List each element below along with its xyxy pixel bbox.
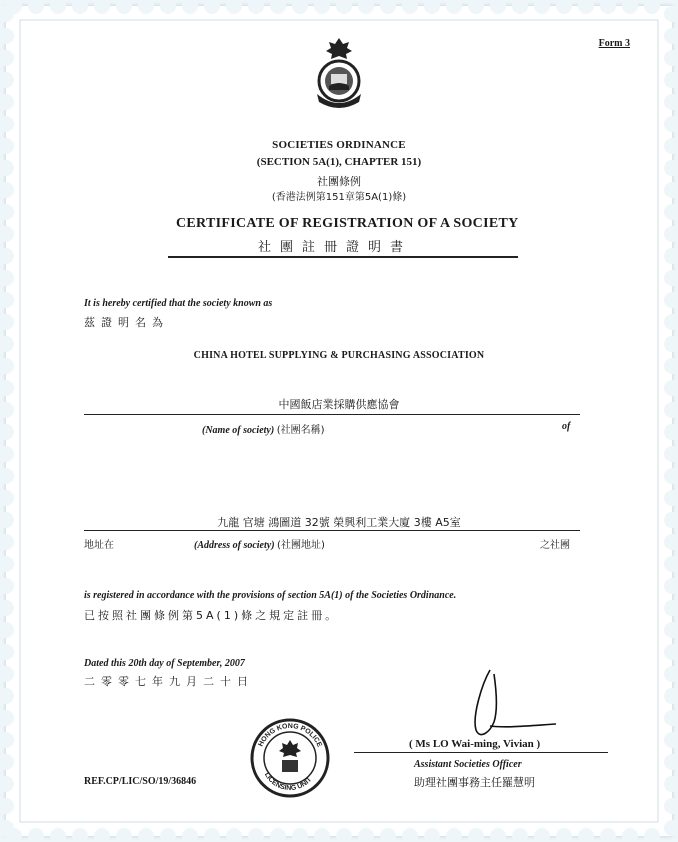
certificate-paper bbox=[26, 26, 652, 816]
ordinance-section: (SECTION 5A(1), CHAPTER 151) bbox=[256, 156, 422, 168]
signatory-title: Assistant Societies Officer bbox=[414, 759, 522, 770]
reference-number: REF.CP/LIC/SO/19/36846 bbox=[84, 776, 197, 787]
society-address-line bbox=[84, 530, 580, 531]
certificate-title-cn: 社團註冊證明書 bbox=[258, 240, 413, 255]
name-label: (Name of society) bbox=[202, 425, 275, 436]
signatory-name: ( Ms LO Wai-ming, Vivian ) bbox=[409, 738, 541, 750]
address-suffix-cn: 之社團 bbox=[540, 540, 570, 551]
ordinance-section-cn: (香港法例第151章第5A(1)條) bbox=[271, 192, 407, 203]
police-licensing-seal-icon bbox=[248, 716, 332, 800]
signatory-title-cn: 助理社團事務主任羅慧明 bbox=[414, 776, 535, 789]
address-label-cn: (社團地址) bbox=[277, 540, 325, 551]
society-address: 九龍 官塘 鴻圖道 32號 榮興利工業大廈 3樓 A5室 bbox=[217, 516, 461, 529]
title-underline bbox=[168, 256, 518, 258]
registered-text: is registered in accordance with the provisions of section 5A(1) of the Societies Ordinance. bbox=[84, 590, 457, 601]
of-label: of bbox=[562, 421, 571, 432]
society-name-line bbox=[84, 414, 580, 415]
address-prefix-cn: 地址在 bbox=[84, 540, 114, 551]
address-label-row bbox=[194, 536, 325, 551]
seal-text-top: HONG KONG POLICE bbox=[257, 722, 323, 749]
ordinance-title-cn: 社團條例 bbox=[317, 175, 361, 188]
certified-text-cn: 茲證明名為 bbox=[84, 316, 169, 329]
handwritten-signature-icon bbox=[446, 666, 566, 742]
address-label: (Address of society) bbox=[194, 540, 275, 551]
certificate-title: CERTIFICATE OF REGISTRATION OF A SOCIETY bbox=[176, 216, 519, 231]
signature-line bbox=[354, 752, 608, 753]
form-number: Form 3 bbox=[598, 38, 630, 49]
society-name-label bbox=[202, 421, 325, 436]
certified-text: It is hereby certified that the society known as bbox=[84, 298, 273, 309]
dated-text-cn: 二零零七年九月二十日 bbox=[84, 675, 254, 688]
dated-text: Dated this 20th day of September, 2007 bbox=[84, 658, 245, 669]
registered-text-cn: 已按照社團條例第5A(1)條之規定註冊。 bbox=[84, 609, 340, 622]
hong-kong-police-crest-icon bbox=[311, 36, 367, 114]
society-name-cn: 中國飯店業採購供應協會 bbox=[278, 398, 400, 411]
name-label-cn: (社團名稱) bbox=[276, 425, 325, 436]
ordinance-title: SOCIETIES ORDINANCE bbox=[272, 139, 406, 151]
seal-text-bottom: LICENSING UNIT bbox=[262, 771, 314, 793]
society-name-en: CHINA HOTEL SUPPLYING & PURCHASING ASSOCIATION bbox=[193, 350, 485, 361]
